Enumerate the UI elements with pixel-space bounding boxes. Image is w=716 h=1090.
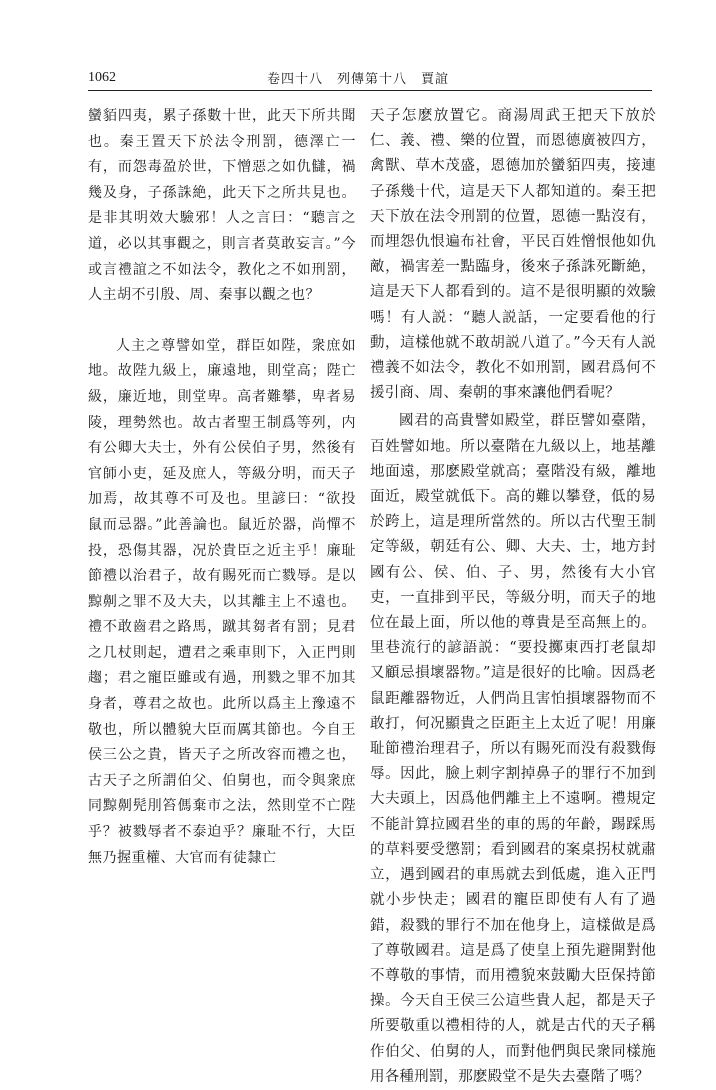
translation-paragraph-2: 國君的高貴譬如殿堂，群臣譬如臺階，百姓譬如地。所以臺階在九級以上，地基離地面遠，那麽殿堂就高；臺階没有級，離地面近，殿堂就低下。高的難以攀登，低的易於跨上，這是理所當然的。所以古代聖王制定等級，朝廷有公、卿、大夫、士，地方封國有公、侯、伯、子、男，然後有大小官吏，一直排到平民，等級分明，而天子的地位在最上面，所以他的尊貴是至高無上的。里巷流行的諺語説：“要投擲東西打老鼠却又顧忌損壞器物。”這是很好的比喻。因爲老鼠距離器物近，人們尚且害怕損壞器物而不敢打，何况顯貴之臣距主上太近了呢！用廉耻節禮治理君子，所以有賜死而没有殺戮侮辱。因此，臉上刺字割掉鼻子的罪行不加到大夫頭上，因爲他們離主上不遠啊。禮規定不能計算拉國君坐的車的馬的年齡，踢踩馬的草料要受懲罰；看到國君的案桌拐杖就肅立，遇到國君的車馬就去到低處，進入正門就小步快走；國君的寵臣即使有人有了過錯，殺戮的罪行不加在他身上，這樣做是爲了尊敬國君。這是爲了使皇上預先避開對他不尊敬的事情，而用禮貌來鼓勵大臣保持節操。今天自王侯三公這些貴人起，都是天子所要敬重以禮相待的人，就是古代的天子稱作伯父、伯舅的人，而對他們與民衆同樣施用各種刑罰，那麽殿堂不是失去臺階了嗎？ [370, 413, 656, 1085]
header-rule [88, 90, 652, 91]
classical-paragraph-1: 蠻貊四夷，累子孫數十世，此天下所共聞也。秦王置天下於法令刑罰，德澤亡一有，而怨毒盈於世，下憎惡之如仇讎，禍幾及身，子孫誅絶，此天下之所共見也。是非其明效大驗邪！人之言曰：“聽言之道，必以其事觀之，則言者莫敢妄言。”今或言禮誼之不如法令，教化之不如刑罰，人主胡不引殷、周、秦事以觀之也？ [88, 108, 356, 304]
paragraph-gap [88, 309, 356, 334]
translation-column [370, 104, 656, 1090]
classical-paragraph-2: 人主之尊譬如堂，群臣如陛，衆庶如地。故陛九級上，廉遠地，則堂高；陛亡級，廉近地，則堂卑。高者難攀，卑者易陵，理勢然也。故古者聖王制爲等列，内有公卿大夫士，外有公侯伯子男，然後有官師小吏，延及庶人，等級分明，而天子加焉，故其尊不可及也。里諺曰：“欲投鼠而忌器。”此善論也。鼠近於器，尚憚不投，恐傷其器，况於貴臣之近主乎！廉耻節禮以治君子，故有賜死而亡戮辱。是以黥劓之罪不及大夫，以其離主上不遠也。禮不敢齒君之路馬，蹴其芻者有罰；見君之几杖則起，遭君之乘車則下，入正門則趨；君之寵臣雖或有過，刑戮之罪不加其身者，尊君之故也。此所以爲主上豫遠不敬也，所以體貌大臣而厲其節也。今自王侯三公之貴，皆天子之所改容而禮之也，古天子之所謂伯父、伯舅也，而令與衆庶同黥劓髡刖笞傌棄市之法，然則堂不亡陛乎？被戮辱者不泰迫乎？廉耻不行，大臣無乃握重權、大官而有徒隸亡 [88, 337, 356, 866]
page-number: 1062 [88, 70, 116, 85]
classical-text-column [88, 104, 356, 871]
translation-paragraph-1: 天子怎麽放置它。商湯周武王把天下放於仁、義、禮、樂的位置，而恩德廣被四方，禽獸、草木茂盛，恩德加於蠻貊四夷，接連子孫幾十代，這是天下人都知道的。秦王把天下放在法令刑罰的位置，恩德一點沒有，而埋怨仇恨遍布社會，平民百姓憎恨他如仇敵，禍害差一點臨身，後來子孫誅死斷絶，這是天下人都看到的。這不是很明顯的效驗嗎！有人説：“聽人説話，一定要看他的行動，這樣他就不敢胡説八道了。”今天有人説禮義不如法令，教化不如刑罰，國君爲何不援引商、周、秦朝的事來讓他們看呢？ [370, 108, 656, 402]
running-head: 卷四十八 列傳第十八 賈誼 [266, 72, 449, 87]
